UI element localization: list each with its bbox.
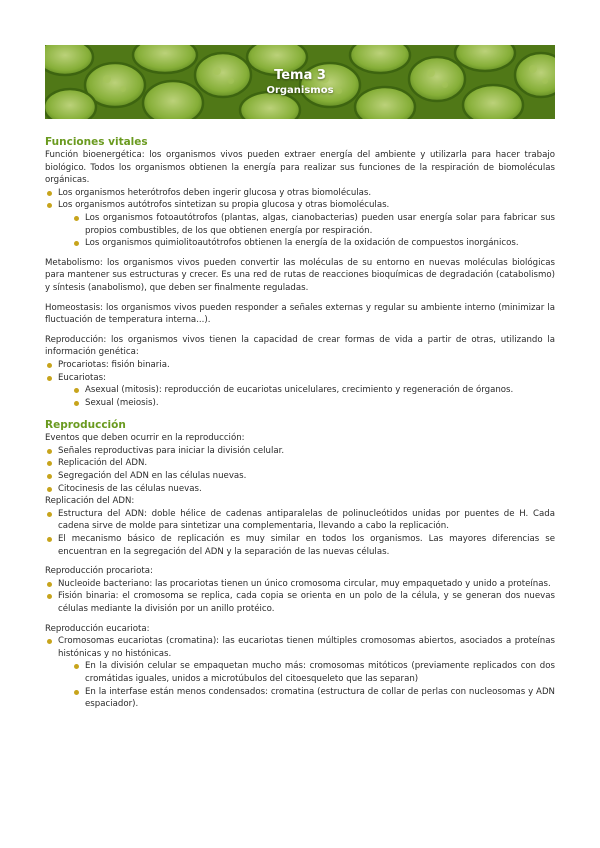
list-item: Citocinesis de las células nuevas. bbox=[45, 483, 555, 496]
paragraph-homeostasis: Homeostasis: los organismos vivos pueden responder a señales externas y regular su ambiente interno (minimizar la fluctuación de temperatura interna...). bbox=[45, 302, 555, 326]
bullet-list bbox=[45, 359, 555, 409]
banner-title-block bbox=[45, 45, 555, 119]
sub-list-item: Sexual (meiosis). bbox=[72, 397, 555, 410]
sub-bullet-list bbox=[58, 384, 555, 409]
list-item: Fisión binaria: el cromosoma se replica, cada copia se orienta en un polo de la célula, y se generan dos nuevas células mediante la división por un anillo protéico. bbox=[45, 590, 555, 615]
list-item: Señales reproductivas para iniciar la división celular. bbox=[45, 445, 555, 458]
list-item: Estructura del ADN: doble hélice de cadenas antiparalelas de polinucleótidos unidas por puentes de H. Cada cadena sirve de molde para sintetizar una complementaria, llevando a cabo la replicación. bbox=[45, 508, 555, 533]
paragraph-eucariota: Reproducción eucariota: bbox=[45, 623, 150, 634]
paragraph-bioenergetica: Función bioenergética: los organismos vivos pueden extraer energía del ambiente y utilizarla para hacer trabajo biológico. Todos los organismos obtienen la energía para realizar sus funciones de la respiración de biomoléculas orgánicas. bbox=[45, 150, 555, 186]
bullet-list bbox=[45, 187, 555, 250]
list-item: Segregación del ADN en las células nuevas. bbox=[45, 470, 555, 483]
bullet-list bbox=[45, 508, 555, 558]
section-heading-reproduccion: Reproducción bbox=[45, 419, 126, 432]
list-item bbox=[45, 199, 555, 249]
paragraph-reproduccion: Reproducción: los organismos vivos tienen la capacidad de crear formas de vida a partir de otras, utilizando la información genética: bbox=[45, 334, 555, 358]
list-item: El mecanismo básico de replicación es muy similar en todos los organismos. Las mayores diferencias se encuentran en la segregación del ADN y la separación de las nuevas células. bbox=[45, 533, 555, 558]
section-heading-funciones: Funciones vitales bbox=[45, 136, 148, 148]
sub-list-item: Los organismos quimiolitoautótrofos obtienen la energía de la oxidación de compuestos inorgánicos. bbox=[72, 237, 555, 250]
document-body bbox=[45, 136, 555, 711]
paragraph-eventos: Eventos que deben ocurrir en la reproducción: bbox=[45, 433, 245, 444]
list-item: Los organismos heterótrofos deben ingerir glucosa y otras biomoléculas. bbox=[45, 187, 555, 200]
list-item: Replicación del ADN. bbox=[45, 457, 555, 470]
list-item bbox=[45, 635, 555, 711]
list-item-text: Eucariotas: bbox=[58, 372, 107, 383]
topic-title: Organismos bbox=[266, 84, 334, 96]
list-item: Procariotas: fisión binaria. bbox=[45, 359, 555, 372]
list-item bbox=[45, 372, 555, 410]
sub-list-item: En la división celular se empaquetan mucho más: cromosomas mitóticos (previamente replicados con dos cromátidas iguales, unidos a microtúbulos del citoesqueleto que las separan) bbox=[72, 660, 555, 685]
paragraph-replicacion: Replicación del ADN: bbox=[45, 496, 135, 507]
paragraph-metabolismo: Metabolismo: los organismos vivos pueden convertir las moléculas de su entorno en nuevas moléculas biológicas para mantener sus estructuras y crecer. Es una red de rutas de reacciones bioquímicas de degradación (catabolismo) y síntesis (anabolismo), que deben ser finalmente reguladas. bbox=[45, 257, 555, 293]
list-item-text: Los organismos autótrofos sintetizan su propia glucosa y otras biomoléculas. bbox=[58, 200, 390, 211]
bullet-list bbox=[45, 445, 555, 495]
header-banner bbox=[45, 45, 555, 119]
sub-list-item: En la interfase están menos condensados: cromatina (estructura de collar de perlas con nucleosomas y ADN espaciador). bbox=[72, 686, 555, 711]
sub-list-item: Asexual (mitosis): reproducción de eucariotas unicelulares, crecimiento y regeneración de órganos. bbox=[72, 384, 555, 397]
bullet-list bbox=[45, 578, 555, 616]
paragraph-procariota: Reproducción procariota: bbox=[45, 566, 153, 577]
topic-number: Tema 3 bbox=[274, 67, 326, 83]
sub-bullet-list bbox=[58, 660, 555, 710]
bullet-list bbox=[45, 635, 555, 711]
sub-list-item: Los organismos fotoautótrofos (plantas, algas, cianobacterias) pueden usar energía solar para fabricar sus propios combustibles, de los que obtienen energía por respiración. bbox=[72, 212, 555, 237]
list-item-text: Cromosomas eucariotas (cromatina): las eucariotas tienen múltiples cromosomas abiertos, asociados a proteínas histónicas y no histónicas. bbox=[58, 636, 555, 659]
sub-bullet-list bbox=[58, 212, 555, 250]
list-item: Nucleoide bacteriano: las procariotas tienen un único cromosoma circular, muy empaquetado y unido a proteínas. bbox=[45, 578, 555, 591]
